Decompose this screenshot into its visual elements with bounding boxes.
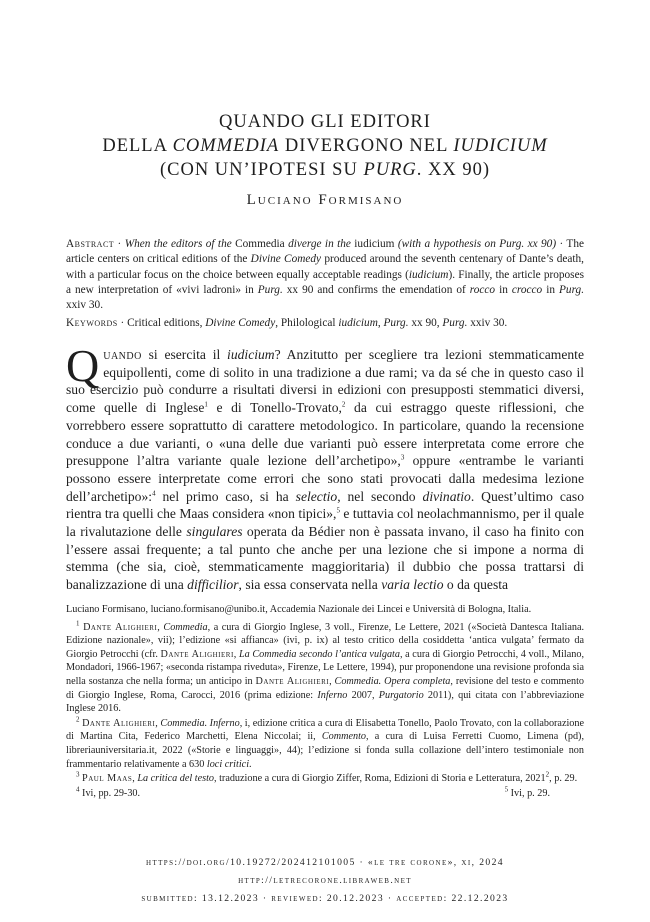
abstract-text: crocco xyxy=(511,283,543,296)
footnote-text: Dante Alighieri xyxy=(160,648,234,660)
keywords-text: , xyxy=(377,317,384,329)
body-run: , nel secondo xyxy=(337,488,423,504)
journal-url[interactable]: http://letrecorone.libraweb.net xyxy=(238,875,412,886)
body-run: e di Tonello-Trovato, xyxy=(207,400,342,416)
abstract-text: iudicium xyxy=(354,238,395,250)
keywords-text: xx 90, xyxy=(408,317,443,329)
footnote-1 xyxy=(66,621,584,716)
footnote-text: Ivi, p. 29. xyxy=(508,787,550,799)
footnote-text: , p. 29. xyxy=(549,773,578,785)
footnote-ref[interactable]: 4 xyxy=(152,489,156,498)
title-text: DIVERGONO NEL xyxy=(279,136,454,156)
keywords-label: Keywords xyxy=(66,317,118,329)
footnote-text: Inferno xyxy=(317,689,348,701)
body-run: si esercita il xyxy=(141,347,228,362)
abstract-text: ). Finally, the article proposes a new interpretation of «vivi ladroni» in xyxy=(66,268,584,296)
footnote-text: Commedia. Opera completa xyxy=(334,675,451,687)
footnote-text: , a cura di Giorgio Petrocchi, 4 voll., Milano, Mondadori, 1966-1967; «seconda ristampa riveduta», Firenze, Le Lettere, 1994), pur proponendone una revisione profonda sia nella sostanza che nella forma; un anticipo in xyxy=(66,648,585,687)
body-run: . Quest’ultimo caso rientra tra quelli che Maas considera «non tipici», xyxy=(66,488,585,522)
title-italic: PURG xyxy=(363,160,417,180)
keywords-text: iudicium xyxy=(338,317,378,329)
footnote-text: Purgatorio xyxy=(378,689,424,701)
keywords-text: Purg. xyxy=(442,317,468,329)
footnote-text: Dante Alighieri xyxy=(255,675,330,687)
abstract-text: Purg. xyxy=(559,283,585,296)
author-affiliation: Luciano Formisano, luciano.formisano@unibo.it, Accademia Nazionale dei Lincei e Università di Bologna, Italia. xyxy=(66,604,532,615)
footnote-text: , xyxy=(132,773,138,785)
title-line-2 xyxy=(0,134,650,158)
abstract-text: xx 90 and confirms the emendation of xyxy=(282,283,470,296)
abstract-text: Divine Comedy xyxy=(250,253,322,266)
footnote-row-4-5 xyxy=(66,787,584,801)
abstract-text: produced around the seventh centenary of Dante’s death, with a particular focus on the choice between equally acceptable readings ( xyxy=(66,253,584,281)
footnote-text: La critica del testo xyxy=(137,773,214,785)
title-text: DELLA xyxy=(102,136,173,156)
body-run: e tuttavia col neolachmannismo, per il quale la rivalutazione delle xyxy=(66,506,584,540)
footnote-text: loci critici xyxy=(206,758,250,770)
footnote-text: , a cura di Giorgio Inglese, 3 voll., Firenze, Le Lettere, 2021 («Società Dantesca Italiana. Edizione nazionale», vii); l’edizione «si affianca» (ivi, p. ix) al testo critico della cosiddetta ‘antica vulgata’ fermato da Giorgio Petrocchi (cfr. xyxy=(66,621,585,660)
separator: · xyxy=(114,238,125,250)
body-run: o da questa xyxy=(443,577,509,593)
footnote-number: 5 xyxy=(504,785,509,794)
body-run: difficilior xyxy=(187,577,239,593)
footnote-2 xyxy=(66,717,584,771)
footnote-number: 3 xyxy=(76,770,80,779)
footnote-text: , xyxy=(233,648,239,660)
footnotes xyxy=(66,603,584,800)
footnote-text: Commento xyxy=(321,731,367,743)
abstract-text: rocco xyxy=(469,283,496,296)
title-line-1 xyxy=(0,110,650,134)
abstract xyxy=(66,237,584,313)
abstract-text: diverge in the xyxy=(284,238,355,250)
body-run: divinatio xyxy=(422,488,471,504)
title-text: (CON UN’IPOTESI SU xyxy=(159,160,364,180)
keywords-text: xxiv 30. xyxy=(467,317,508,329)
body-text xyxy=(66,340,585,594)
edition-superscript: 2 xyxy=(545,770,550,779)
footnote-text: Dante Alighieri xyxy=(82,717,156,729)
title-italic: COMMEDIA xyxy=(172,136,280,156)
footnote-text: , traduzione a cura di Giorgio Ziffer, Roma, Edizioni di Storia e Letteratura, 2021 xyxy=(214,773,546,785)
abstract-text: in xyxy=(495,283,512,296)
abstract-text: xxiv 30. xyxy=(66,299,104,312)
body-run: da cui estraggo queste riflessioni, che vorrebbero essere soprattutto di carattere metodologico. In particolare, quando la recensione conduce a due varianti, o «una delle due varianti può essere interpretata come errore che presuppone l’altra variante quale lezione dell’archetipo», xyxy=(66,400,584,469)
keywords xyxy=(66,316,584,331)
footnote-ref[interactable]: 5 xyxy=(336,506,340,515)
keywords-text: Critical editions, xyxy=(127,317,206,329)
footnote-text: La Commedia secondo l’antica vulgata xyxy=(238,648,400,660)
abstract-text: in xyxy=(542,283,560,296)
body-run: nel primo caso, si ha xyxy=(155,488,296,504)
abstract-text: · The article centers on critical editions of the xyxy=(66,238,584,266)
footnote-text: , xyxy=(155,717,161,729)
lead-word: uando xyxy=(103,347,142,362)
footnote-ref[interactable]: 2 xyxy=(341,400,346,409)
body-run: singulares xyxy=(186,524,243,540)
abstract-label: Abstract xyxy=(66,238,115,250)
doi-line[interactable]: https://doi.org/10.19272/202412101005 · «le tre corone», xi, 2024 xyxy=(146,857,504,868)
footnote-4 xyxy=(76,787,140,801)
body-run: operata da Bédier non è passata invano, il caso ha finito con l’essere assai frequente; a tal punto che anche per una lezione che si impone a norma di stemma (che sia, cioè, stemmaticamente maggioritaria) il dubbio che possa trattarsi di banalizzazione di una xyxy=(66,524,584,593)
body-run: selectio xyxy=(295,488,338,504)
footnote-text: 2011), qui citata con l’abbreviazione Inglese 2016. xyxy=(66,689,584,715)
abstract-text: iudicium xyxy=(408,268,449,281)
body-run: , sia essa conservata nella xyxy=(238,577,382,593)
footnote-text: Commedia. Inferno xyxy=(160,717,240,729)
footnote-3 xyxy=(66,772,584,786)
footnote-5 xyxy=(505,787,550,801)
author-name: Luciano Formisano xyxy=(246,192,404,208)
abstract-text: When the editors of the xyxy=(124,238,236,250)
title-text: . XX 90) xyxy=(416,160,491,180)
submission-dates: submitted: 13.12.2023 · reviewed: 20.12.2023 · accepted: 22.12.2023 xyxy=(141,893,509,904)
keywords-text: , Philological xyxy=(275,317,339,329)
footnote-number: 2 xyxy=(76,715,80,724)
footnote-ref[interactable]: 3 xyxy=(400,453,405,462)
footnote-text: Commedia xyxy=(163,621,208,633)
footnote-text: , xyxy=(329,675,335,687)
abstract-text: Purg. xyxy=(257,283,283,296)
keywords-text: Purg. xyxy=(383,317,409,329)
body-run: ? Anzitutto per scegliere tra lezioni stemmaticamente equipollenti, come di solito in una tradizione a due rami; va da sé che in questo caso il suo esercizio può condurre a risultati diversi in edizioni con presupposti stemmatici diversi, come quelle di Inglese xyxy=(66,347,584,416)
footnote-text: Ivi, pp. 29-30. xyxy=(79,787,141,799)
abstract-text: Commedia xyxy=(235,238,285,250)
body-run: iudicium xyxy=(227,347,275,362)
footnote-text: Paul Maas xyxy=(82,773,133,785)
abstract-text: (with a hypothesis on xyxy=(394,238,500,250)
footnote-number: 4 xyxy=(76,785,80,794)
footnote-text: 2007, xyxy=(347,689,379,701)
footnote-text: , i, edizione critica a cura di Elisabetta Tonello, Paolo Trovato, con la collaborazione di Martina Cita, Federico Marchetti, Elena Niccolai; ii, xyxy=(66,717,585,743)
footnote-ref[interactable]: 1 xyxy=(204,400,208,409)
separator: · xyxy=(117,317,128,329)
drop-cap: Q xyxy=(66,340,100,391)
footnote-text: , revisione del testo e commento di Giorgio Inglese, Roma, Carocci, 2016 (prima edizione: xyxy=(66,675,585,701)
footnote-text: , xyxy=(157,621,164,633)
abstract-text: Purg. xx 90) xyxy=(499,238,557,250)
title-line-3 xyxy=(0,158,650,182)
body-run: varia lectio xyxy=(381,577,444,593)
footnote-number: 1 xyxy=(76,619,80,628)
footnote-text: Dante Alighieri xyxy=(83,621,158,633)
body-run: oppure «entrambe le varianti possono essere interpretate come errori che sono stati provocati dalla medesima lezione dell’archetipo»: xyxy=(66,453,584,504)
keywords-text: Divine Comedy xyxy=(205,317,276,329)
footnote-text: . xyxy=(249,758,252,770)
footnote-text: , a cura di Luisa Ferretti Cuomo, Limena (pd), libreriauniversitaria.it, 2022 («Storie e linguaggi», 44); l’edizione si fonda sulla collazione dell’intero testimoniale non frammentario relativamente a 630 xyxy=(66,731,584,770)
title-italic: IUDICIUM xyxy=(453,136,548,156)
title-text: QUANDO GLI EDITORI xyxy=(219,112,431,132)
